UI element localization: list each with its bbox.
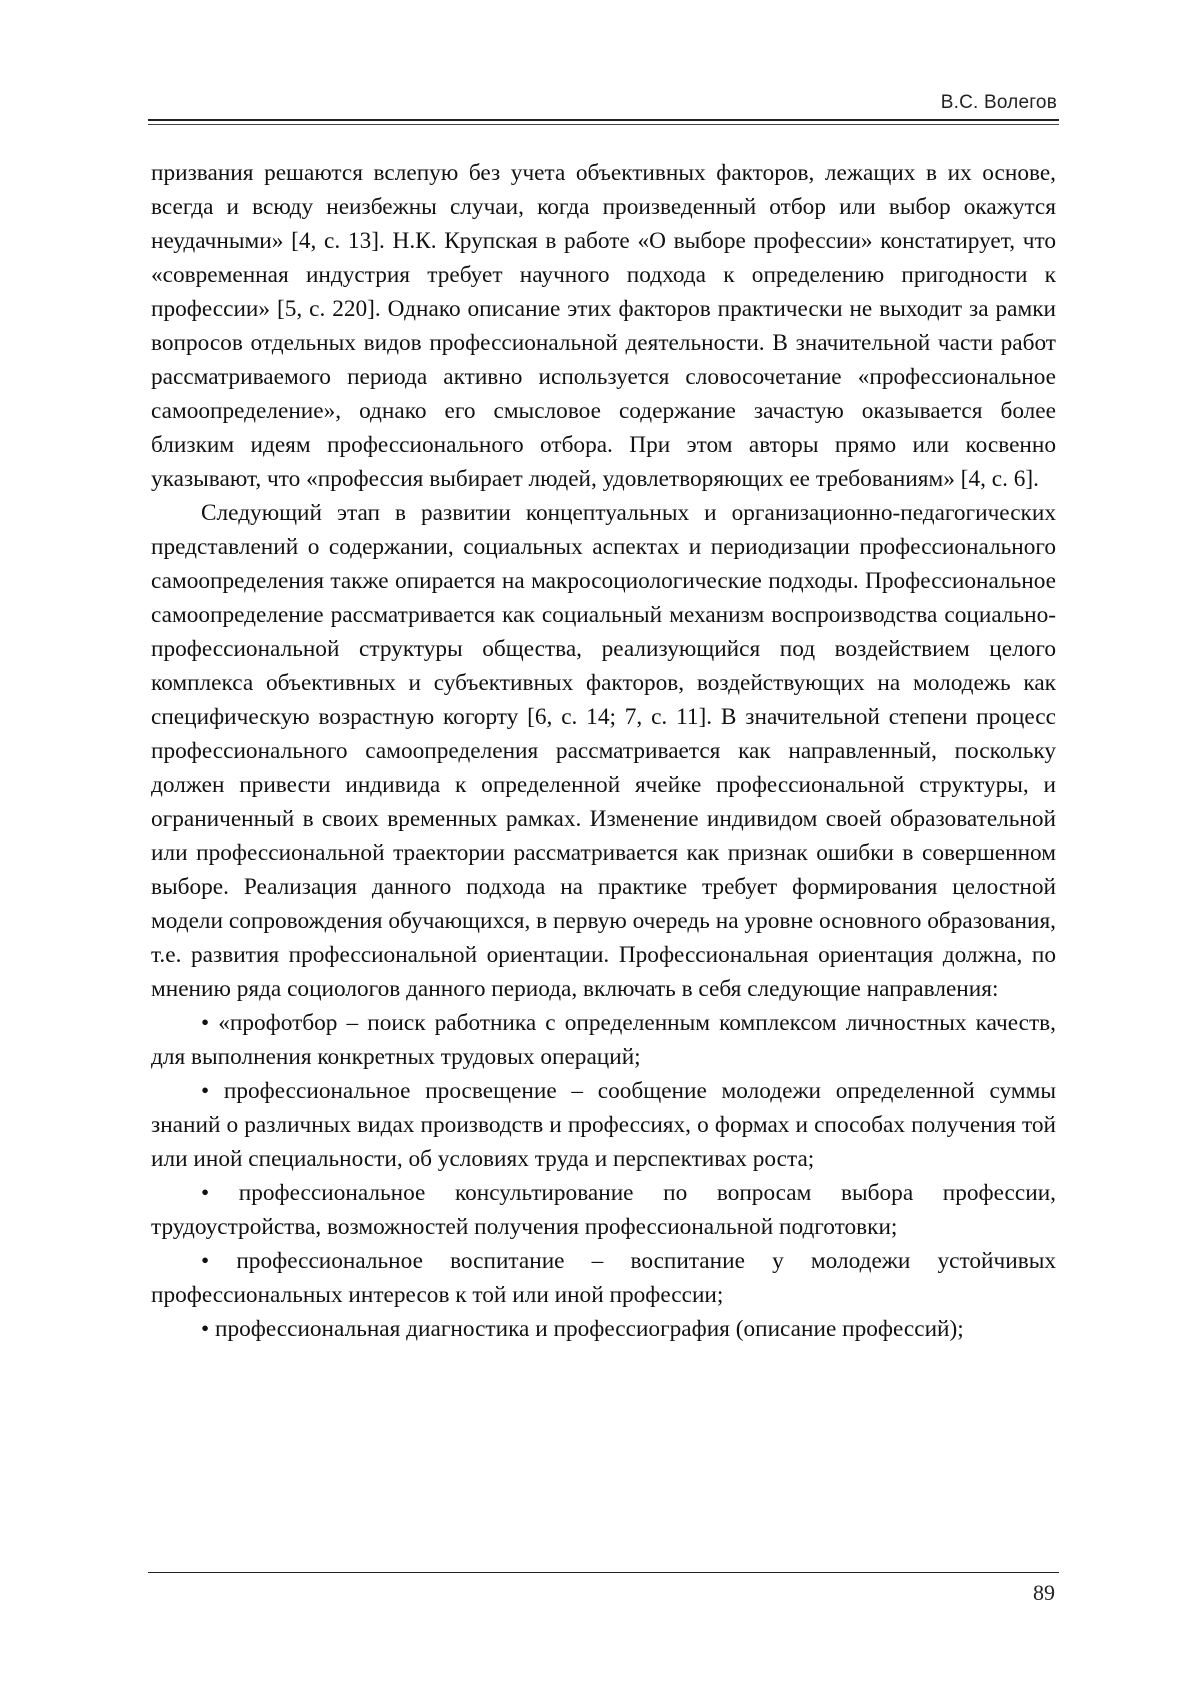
running-head-author: В.С. Волегов	[941, 92, 1057, 114]
bullet-item-profotbor: • «профотбор – поиск работника с определенным комплексом личностных качеств, для выполнения конкретных трудовых операций;	[151, 1006, 1056, 1074]
paragraph: Следующий этап в развитии концептуальных и организационно-педагогических представлений о содержании, социальных аспектах и периодизации профессионального самоопределения также опирается на макросоциологические подходы. Профессиональное самоопределение рассматривается как социальный механизм воспроизводства социально-профессиональной структуры общества, реализующийся под воздействием целого комплекса объективных и субъективных факторов, воздействующих на молодежь как специфическую возрастную когорту [6, с. 14; 7, с. 11]. В значительной степени процесс профессионального самоопределения рассматривается как направленный, поскольку должен привести индивида к определенной ячейке профессиональной структуры, и ограниченный в своих временных рамках. Изменение индивидом своей образовательной или профессиональной траектории рассматривается как признак ошибки в совершенном выборе. Реализация данного подхода на практике требует формирования целостной модели сопровождения обучающихся, в первую очередь на уровне основного образования, т.е. развития профессиональной ориентации. Профессиональная ориентация должна, по мнению ряда социологов данного периода, включать в себя следующие направления:	[151, 496, 1056, 1006]
header-rule-thick	[148, 119, 1059, 121]
bullet-item-diagnostika: • профессиональная диагностика и профессиография (описание профессий);	[151, 1312, 1056, 1346]
bullet-item-prosveshchenie: • профессиональное просвещение – сообщение молодежи определенной суммы знаний о различных видах производств и профессиях, о формах и способах получения той или иной специальности, об условиях труда и перспективах роста;	[151, 1074, 1056, 1176]
bullet-item-konsultirovanie: • профессиональное консультирование по вопросам выбора профессии, трудоустройства, возможностей получения профессиональной подготовки;	[151, 1176, 1056, 1244]
footer-rule	[148, 1572, 1059, 1573]
paragraph-continuation: призвания решаются вслепую без учета объективных факторов, лежащих в их основе, всегда и всюду неизбежны случаи, когда произведенный отбор или выбор окажутся неудачными» [4, с. 13]. Н.К. Крупская в работе «О выборе профессии» констатирует, что «современная индустрия требует научного подхода к определению пригодности к профессии» [5, с. 220]. Однако описание этих факторов практически не выходит за рамки вопросов отдельных видов профессиональной деятельности. В значительной части работ рассматриваемого периода активно используется словосочетание «профессиональное самоопределение», однако его смысловое содержание зачастую оказывается более близким идеям профессионального отбора. При этом авторы прямо или косвенно указывают, что «профессия выбирает людей, удовлетворяющих ее требованиям» [4, с. 6].	[151, 156, 1056, 496]
page-number: 89	[1033, 1580, 1055, 1606]
main-text	[151, 156, 1056, 1346]
header-rule-thin	[148, 124, 1059, 125]
bullet-item-vospitanie: • профессиональное воспитание – воспитание у молодежи устойчивых профессиональных интересов к той или иной профессии;	[151, 1244, 1056, 1312]
